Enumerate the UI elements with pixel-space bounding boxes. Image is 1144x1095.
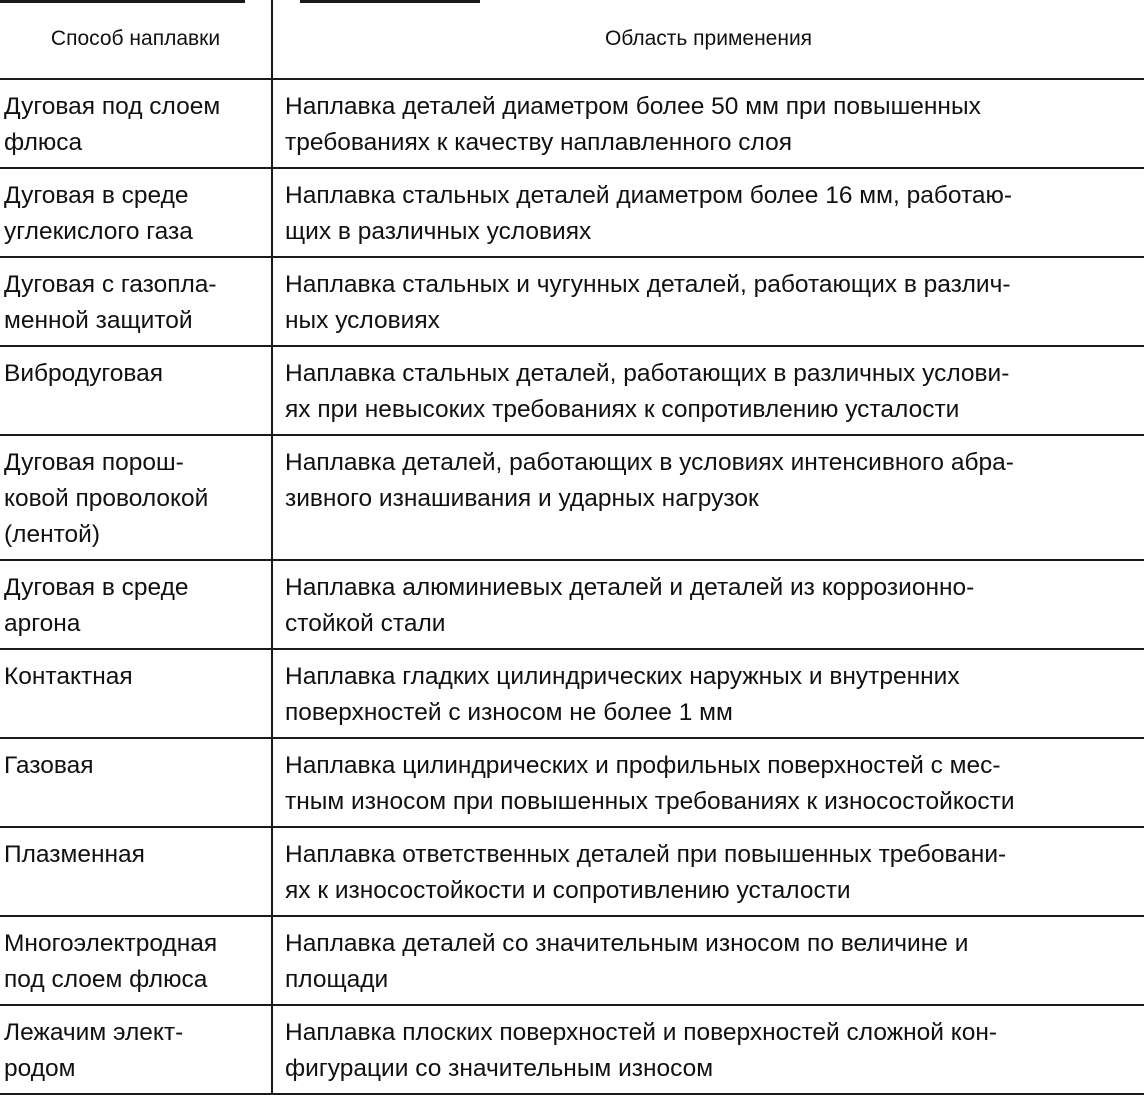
application-cell	[272, 560, 1144, 649]
application-cell	[272, 916, 1144, 1005]
application-line: Наплавка алюминиевых деталей и деталей из коррозионно-	[285, 574, 975, 601]
method-line: Дуговая порош-	[4, 449, 184, 476]
method-line: аргона	[4, 610, 81, 637]
application-cell	[272, 168, 1144, 257]
table-row	[0, 916, 1144, 1005]
table-row	[0, 827, 1144, 916]
table-row	[0, 1005, 1144, 1094]
method-cell	[0, 435, 272, 560]
application-line: Наплавка деталей, работающих в условиях интенсивного абра-	[285, 449, 1014, 476]
header-application: Область применения	[272, 0, 1144, 79]
method-cell	[0, 257, 272, 346]
application-line: ях при невысоких требованиях к сопротивлению усталости	[285, 396, 960, 423]
application-line: тным износом при повышенных требованиях к износостойкости	[285, 788, 1015, 815]
application-line: Наплавка гладких цилиндрических наружных и внутренних	[285, 663, 960, 690]
method-line: Дуговая с газопла-	[4, 271, 217, 298]
table-row	[0, 649, 1144, 738]
application-line: Наплавка деталей со значительным износом по величине и	[285, 930, 969, 957]
method-line: под слоем флюса	[4, 966, 208, 993]
application-line: Наплавка цилиндрических и профильных поверхностей с мес-	[285, 752, 1001, 779]
application-line: Наплавка деталей диаметром более 50 мм при повышенных	[285, 93, 981, 120]
application-line: площади	[285, 966, 389, 993]
method-line: Дуговая под слоем	[4, 93, 221, 120]
method-line: Плазменная	[4, 841, 145, 868]
method-line: менной защитой	[4, 307, 193, 334]
application-cell	[272, 346, 1144, 435]
application-line: Наплавка стальных деталей, работающих в различных услови-	[285, 360, 1010, 387]
application-line: Наплавка ответственных деталей при повышенных требовани-	[285, 841, 1007, 868]
method-cell	[0, 560, 272, 649]
header-row	[0, 0, 1144, 79]
application-cell	[272, 257, 1144, 346]
table-row	[0, 168, 1144, 257]
method-line: ковой проволокой	[4, 485, 209, 512]
application-cell	[272, 649, 1144, 738]
method-cell	[0, 738, 272, 827]
method-line: Дуговая в среде	[4, 182, 189, 209]
application-cell	[272, 1005, 1144, 1094]
method-cell	[0, 79, 272, 168]
method-cell	[0, 346, 272, 435]
application-line: поверхностей с износом не более 1 мм	[285, 699, 733, 726]
header-method: Способ наплавки	[0, 0, 272, 79]
application-cell	[272, 79, 1144, 168]
application-line: Наплавка стальных и чугунных деталей, работающих в различ-	[285, 271, 1011, 298]
method-line: углекислого газа	[4, 218, 193, 245]
method-line: Дуговая в среде	[4, 574, 189, 601]
method-cell	[0, 649, 272, 738]
method-line: флюса	[4, 129, 83, 156]
application-cell	[272, 827, 1144, 916]
application-line: ных условиях	[285, 307, 440, 334]
method-cell	[0, 1005, 272, 1094]
table-body	[0, 79, 1144, 1094]
table-row	[0, 346, 1144, 435]
application-line: ях к износостойкости и сопротивлению усталости	[285, 877, 851, 904]
application-line: щих в различных условиях	[285, 218, 592, 245]
application-line: зивного изнашивания и ударных нагрузок	[285, 485, 759, 512]
application-cell	[272, 738, 1144, 827]
application-line: фигурации со значительным износом	[285, 1055, 714, 1082]
method-line: Лежачим элект-	[4, 1019, 184, 1046]
table-row	[0, 257, 1144, 346]
table-row	[0, 560, 1144, 649]
application-line: Наплавка стальных деталей диаметром более 16 мм, работаю-	[285, 182, 1013, 209]
table-header	[0, 0, 1144, 79]
method-line: Многоэлектродная	[4, 930, 218, 957]
method-cell	[0, 827, 272, 916]
application-line: стойкой стали	[285, 610, 446, 637]
application-line: Наплавка плоских поверхностей и поверхностей сложной кон-	[285, 1019, 998, 1046]
application-cell	[272, 435, 1144, 560]
method-cell	[0, 168, 272, 257]
table-row	[0, 738, 1144, 827]
method-line: Газовая	[4, 752, 94, 779]
method-line: Контактная	[4, 663, 133, 690]
method-line: Вибродуговая	[4, 360, 163, 387]
table-row	[0, 435, 1144, 560]
table-row	[0, 79, 1144, 168]
method-line: (лентой)	[4, 521, 101, 548]
method-line: родом	[4, 1055, 76, 1082]
application-line: требованиях к качеству наплавленного слоя	[285, 129, 792, 156]
method-cell	[0, 916, 272, 1005]
